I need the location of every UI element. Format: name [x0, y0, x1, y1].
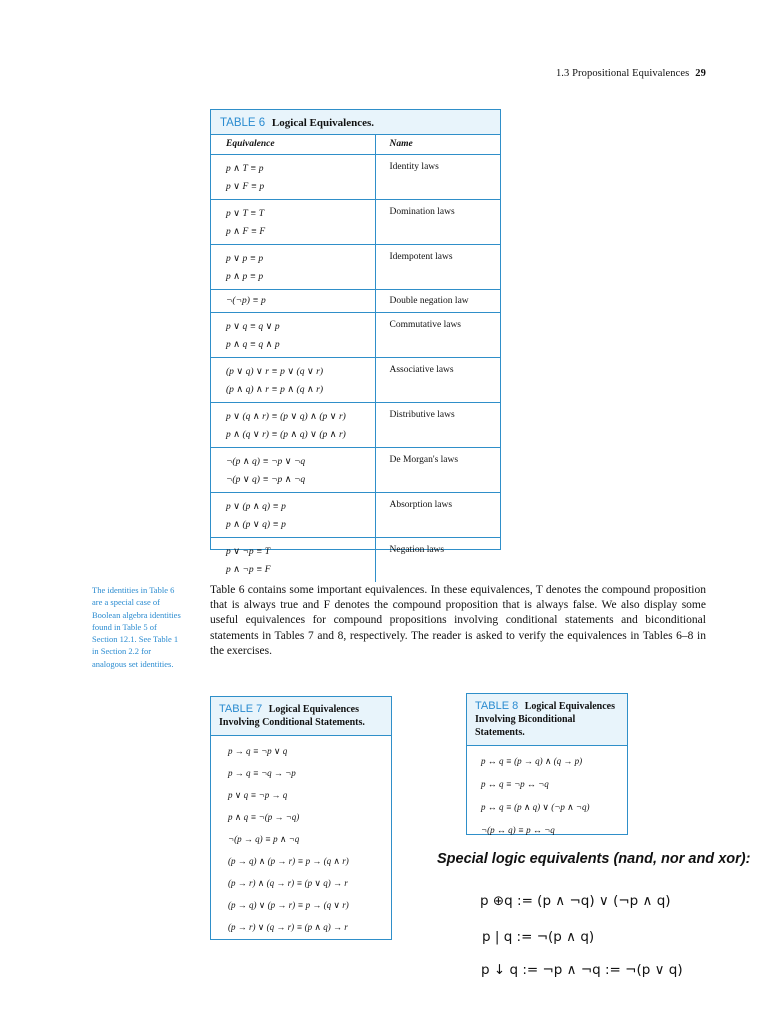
equivalence: ¬(¬p) ≡ p: [226, 296, 266, 306]
table-8-caption: [467, 694, 627, 746]
table-6-caption: [211, 110, 500, 135]
equivalence-cell: [211, 403, 375, 448]
table-7-rows: [211, 736, 391, 938]
equivalence: (p ∧ q) ∧ r ≡ p ∧ (q ∧ r): [226, 385, 324, 395]
xor-definition: p ⊕q := (p ∧ ¬q) ∨ (¬p ∧ q): [480, 893, 671, 909]
equivalence: p → q ≡ ¬p ∨ q: [228, 746, 288, 756]
table-7: [210, 696, 392, 940]
equivalence: ¬(p ↔ q) ≡ p ↔ ¬q: [481, 825, 555, 835]
equivalence: p ∨ q ≡ ¬p → q: [228, 790, 288, 800]
equivalence-cell: [211, 245, 375, 290]
equivalence: p ∧ F ≡ F: [226, 227, 266, 237]
equivalence: p ∨ p ≡ p: [226, 254, 264, 264]
equivalence-cell: [211, 448, 375, 493]
equivalence: p ↔ q ≡ (p ∧ q) ∨ (¬p ∧ ¬q): [481, 802, 590, 812]
column-header-name: Name: [375, 135, 500, 155]
equivalence: ¬(p → q) ≡ p ∧ ¬q: [228, 834, 300, 844]
margin-note: The identities in Table 6 are a special case of Boolean algebra identities found in Table 5 of Section 12.1. See Table 1 in Section 2.2 for analogous set identities.: [92, 585, 181, 669]
table-6-grid: [211, 135, 500, 582]
equivalence: p ∨ ¬p ≡ T: [226, 547, 271, 557]
equivalence-cell: [211, 290, 375, 313]
nand-definition: p | q := ¬(p ∧ q): [482, 929, 595, 945]
table-8-label: TABLE 8: [475, 700, 519, 712]
equivalence: p ∨ q ≡ q ∨ p: [226, 322, 280, 332]
table-row: [211, 448, 500, 493]
equivalence: (p → q) ∧ (p → r) ≡ p → (q ∧ r): [228, 856, 349, 866]
nor-definition: p ↓ q := ¬p ∧ ¬q := ¬(p ∨ q): [481, 962, 683, 978]
law-name: Idempotent laws: [375, 245, 500, 290]
equivalence: p ∧ p ≡ p: [226, 272, 264, 282]
page-number: 29: [695, 68, 706, 79]
table-6-label: TABLE 6: [220, 117, 266, 129]
equivalence: p ∧ T ≡ p: [226, 164, 264, 174]
table-row: [211, 313, 500, 358]
equivalence: p ∨ (q ∧ r) ≡ (p ∨ q) ∧ (p ∨ r): [226, 412, 346, 422]
body-paragraph: Table 6 contains some important equivalences. In these equivalences, T denotes the compound proposition that is always true and F denotes the compound proposition that is always false. We also display some useful equivalences for compound propositions involving conditional statements and biconditional statements in Tables 7 and 8, respectively. The reader is asked to verify the equivalences in Tables 6–8 in the exercises.: [210, 584, 706, 657]
law-name: Commutative laws: [375, 313, 500, 358]
equivalence: p ↔ q ≡ ¬p ↔ ¬q: [481, 779, 549, 789]
equivalence: p ∧ (p ∨ q) ≡ p: [226, 520, 286, 530]
law-name: Distributive laws: [375, 403, 500, 448]
equivalence: p ∧ (q ∨ r) ≡ (p ∧ q) ∨ (p ∧ r): [226, 430, 346, 440]
equivalence: p ∧ q ≡ q ∧ p: [226, 340, 280, 350]
equivalence-cell: [211, 200, 375, 245]
law-name: Associative laws: [375, 358, 500, 403]
section-title: 1.3 Propositional Equivalences: [555, 68, 690, 79]
table-row: [211, 245, 500, 290]
table-8-title: Logical Equivalences Involving Biconditional Statements.: [475, 701, 616, 738]
equivalence: ¬(p ∧ q) ≡ ¬p ∨ ¬q: [226, 457, 306, 467]
table-7-label: TABLE 7: [219, 703, 263, 715]
equivalence: (p → r) ∧ (q → r) ≡ (p ∨ q) → r: [228, 878, 348, 888]
table-row: [211, 493, 500, 538]
table-row: [211, 155, 500, 200]
table-row: [211, 200, 500, 245]
law-name: Double negation law: [375, 290, 500, 313]
table-7-title: Logical Equivalences Involving Conditional Statements.: [219, 704, 365, 728]
table-row: [211, 538, 500, 583]
table-row: [211, 403, 500, 448]
law-name: Absorption laws: [375, 493, 500, 538]
table-6-title: Logical Equivalences.: [271, 117, 374, 129]
equivalence-cell: [211, 358, 375, 403]
equivalence-cell: [211, 538, 375, 583]
table-7-caption: [211, 697, 391, 736]
law-name: Negation laws: [375, 538, 500, 583]
equivalence: (p → q) ∨ (p → r) ≡ p → (q ∨ r): [228, 900, 349, 910]
special-equivalents-heading: Special logic equivalents (nand, nor and xor):: [437, 851, 751, 867]
equivalence-cell: [211, 155, 375, 200]
column-header-equivalence: Equivalence: [211, 135, 375, 155]
table-8: [466, 693, 628, 835]
equivalence: p ∧ ¬p ≡ F: [226, 565, 271, 575]
law-name: De Morgan's laws: [375, 448, 500, 493]
law-name: Identity laws: [375, 155, 500, 200]
equivalence: p ∨ (p ∧ q) ≡ p: [226, 502, 286, 512]
equivalence: p ↔ q ≡ (p → q) ∧ (q → p): [481, 756, 583, 766]
equivalence: ¬(p ∨ q) ≡ ¬p ∧ ¬q: [226, 475, 306, 485]
running-header: [556, 68, 706, 79]
equivalence: (p ∨ q) ∨ r ≡ p ∨ (q ∨ r): [226, 367, 324, 377]
table-row: [211, 358, 500, 403]
equivalence-cell: [211, 313, 375, 358]
equivalence: p ∨ F ≡ p: [226, 182, 265, 192]
table-6: [210, 109, 501, 575]
equivalence: p ∧ q ≡ ¬(p → ¬q): [228, 812, 300, 822]
equivalence: p → q ≡ ¬q → ¬p: [228, 768, 296, 778]
table-row: [211, 290, 500, 313]
equivalence-cell: [211, 493, 375, 538]
table-8-rows: [467, 746, 627, 842]
equivalence: (p → r) ∨ (q → r) ≡ (p ∧ q) → r: [228, 922, 348, 932]
law-name: Domination laws: [375, 200, 500, 245]
equivalence: p ∨ T ≡ T: [226, 209, 265, 219]
